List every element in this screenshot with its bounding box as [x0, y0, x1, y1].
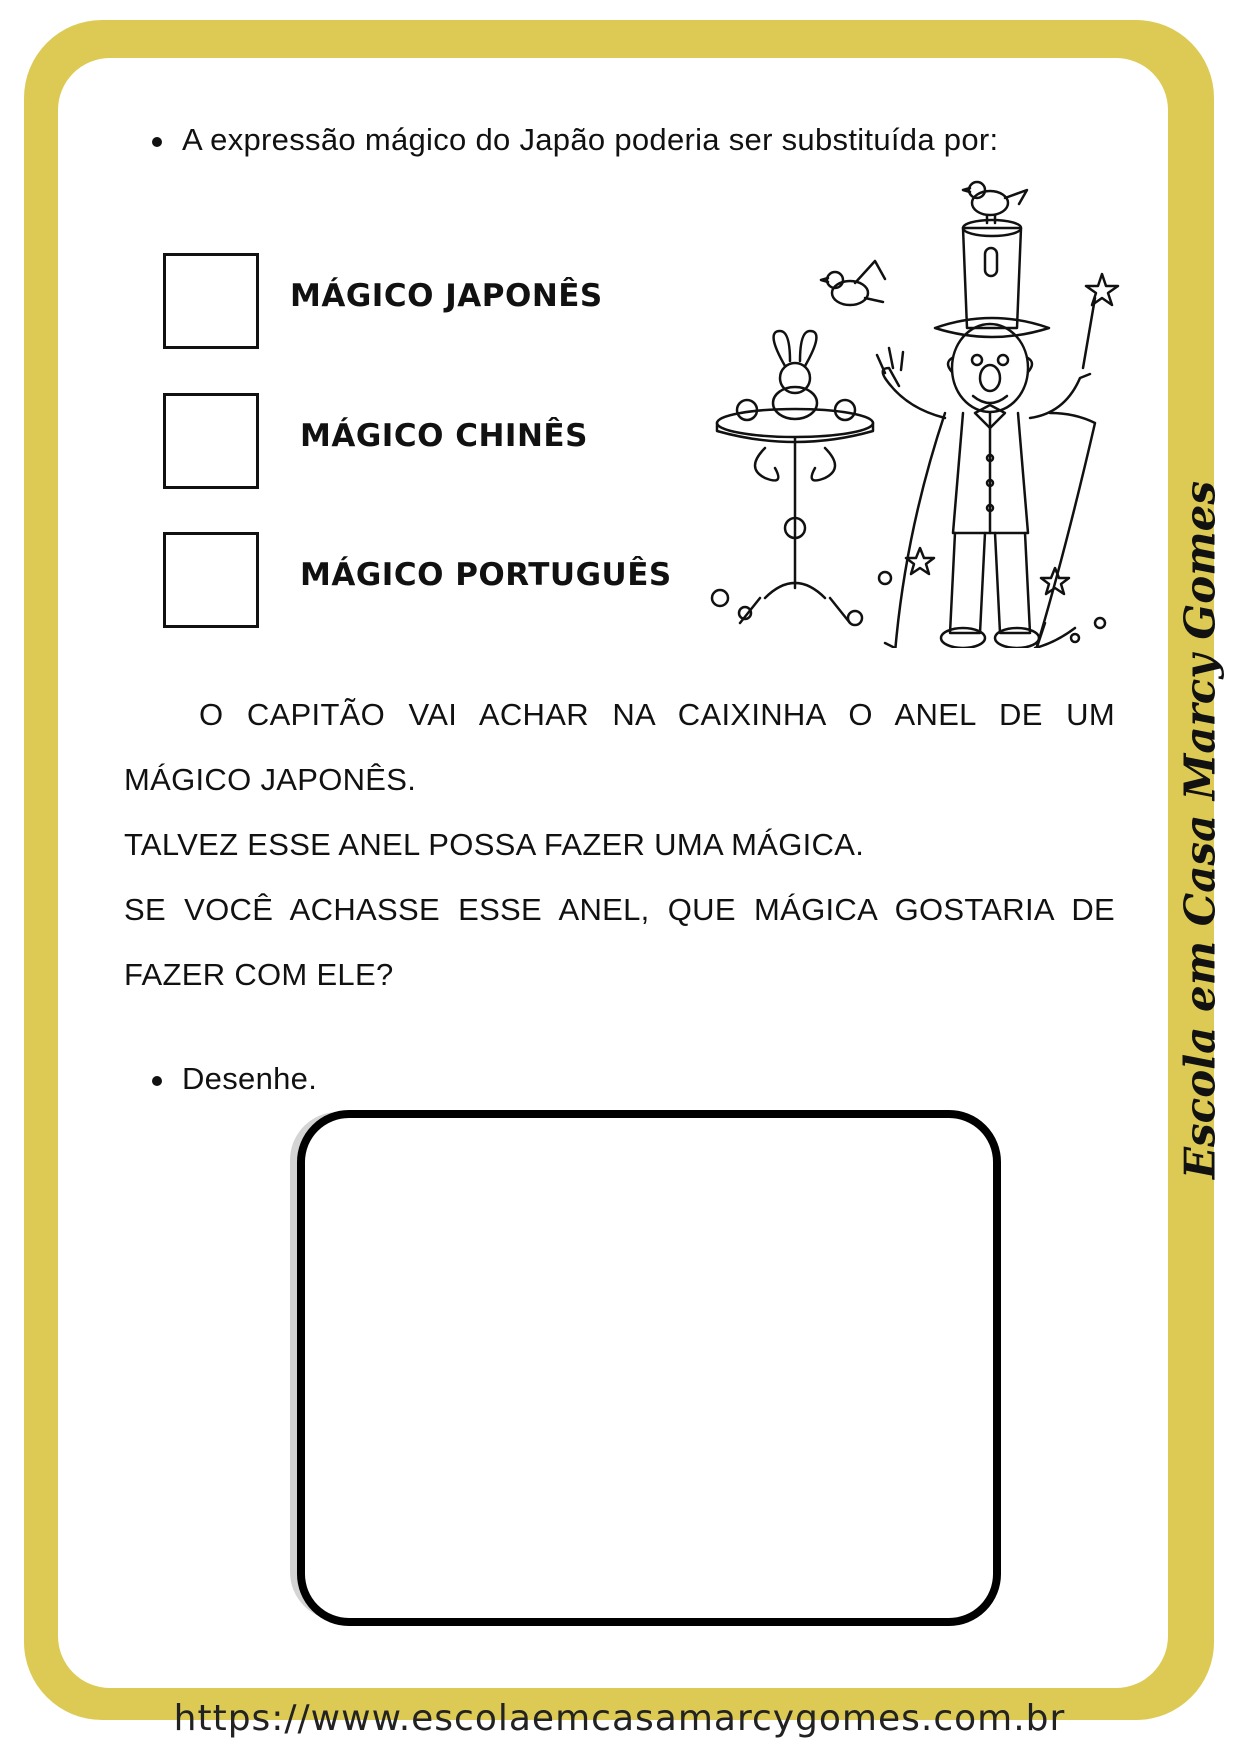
bullet-question: [152, 137, 162, 147]
draw-instruction: Desenhe.: [182, 1061, 318, 1096]
story-line-2: TALVEZ ESSE ANEL POSSA FAZER UMA MÁGICA.: [124, 827, 865, 862]
side-watermark-text: Escola em Casa Marcy Gomes: [1175, 480, 1225, 1180]
option-label-2: MÁGICO CHINÊS: [300, 418, 588, 454]
bullet-draw: [152, 1076, 162, 1086]
story-line-3: SE VOCÊ ACHASSE ESSE ANEL, QUE MÁGICA GOSTARIA DE FAZER COM ELE?: [124, 892, 1115, 992]
option-label-3: MÁGICO PORTUGUÊS: [300, 557, 672, 593]
question-text: A expressão mágico do Japão poderia ser substituída por:: [182, 122, 999, 157]
drawing-area[interactable]: [297, 1110, 1001, 1626]
option-label-1: MÁGICO JAPONÊS: [290, 278, 603, 314]
checkbox-option-1[interactable]: [163, 253, 259, 349]
magician-illustration-icon: [705, 168, 1125, 648]
checkbox-option-2[interactable]: [163, 393, 259, 489]
story-line-1: O CAPITÃO VAI ACHAR NA CAIXINHA O ANEL DE UM MÁGICO JAPONÊS.: [124, 697, 1115, 797]
story-paragraph: [124, 682, 1115, 1007]
footer-url: https://www.escolaemcasamarcygomes.com.br: [173, 1698, 1066, 1739]
checkbox-option-3[interactable]: [163, 532, 259, 628]
